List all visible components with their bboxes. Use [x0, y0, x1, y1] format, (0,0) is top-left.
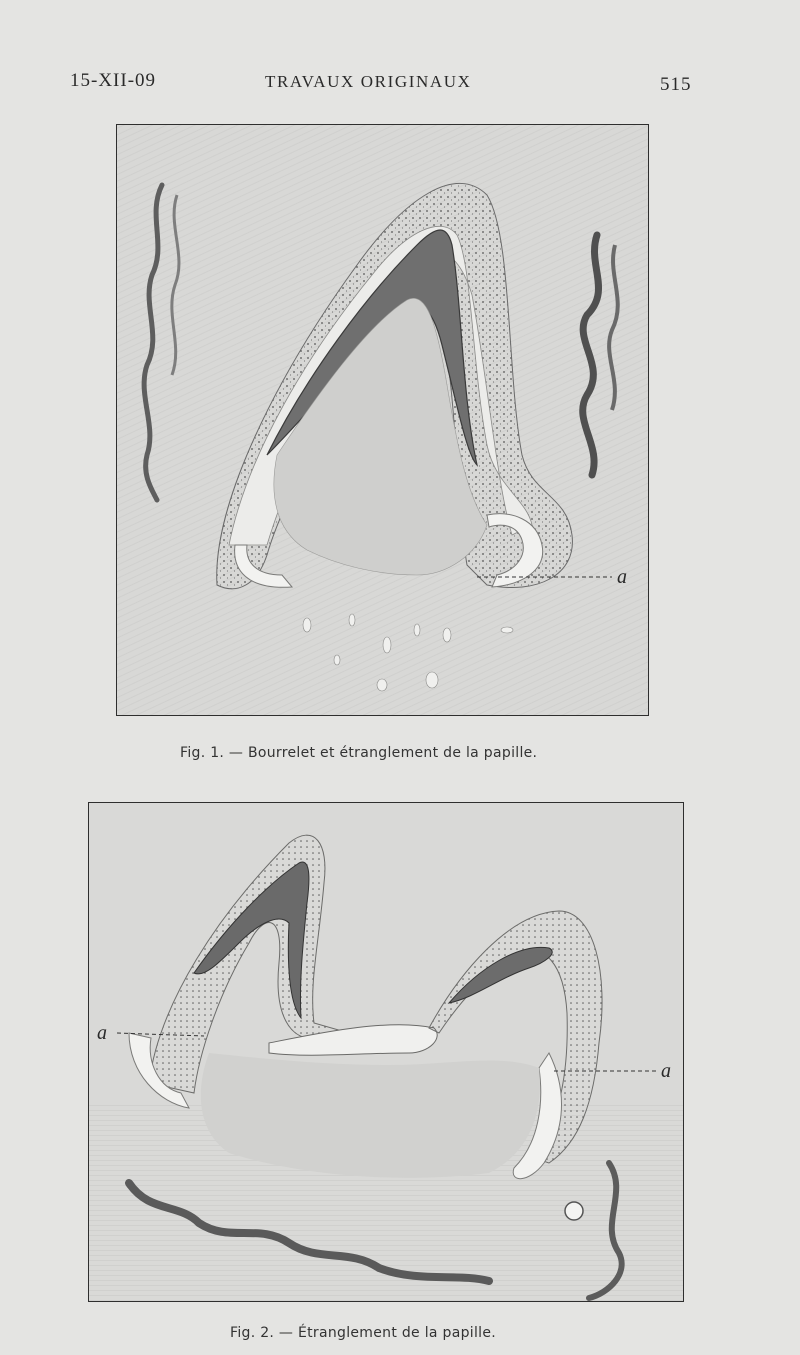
issue-date: 15-XII-09	[70, 70, 157, 91]
figure-1-caption: Fig. 1. — Bourrelet et étranglement de la papille.	[180, 745, 538, 761]
figure-2-papilla	[201, 1053, 540, 1178]
figure-2-label-a-left: a	[97, 1022, 107, 1044]
figure-2-label-a-right: a	[661, 1060, 671, 1082]
page-number: 515	[660, 74, 692, 95]
figure-2-plate	[88, 802, 684, 1302]
figure-1-label-a: a	[617, 566, 627, 588]
section-title: TRAVAUX ORIGINAUX	[265, 72, 472, 91]
running-head	[0, 70, 800, 100]
figure-1-plate	[116, 124, 649, 716]
figure-2-illustration	[89, 803, 683, 1301]
figure-1-illustration	[117, 125, 648, 715]
figure-2-caption: Fig. 2. — Étranglement de la papille.	[230, 1325, 497, 1341]
